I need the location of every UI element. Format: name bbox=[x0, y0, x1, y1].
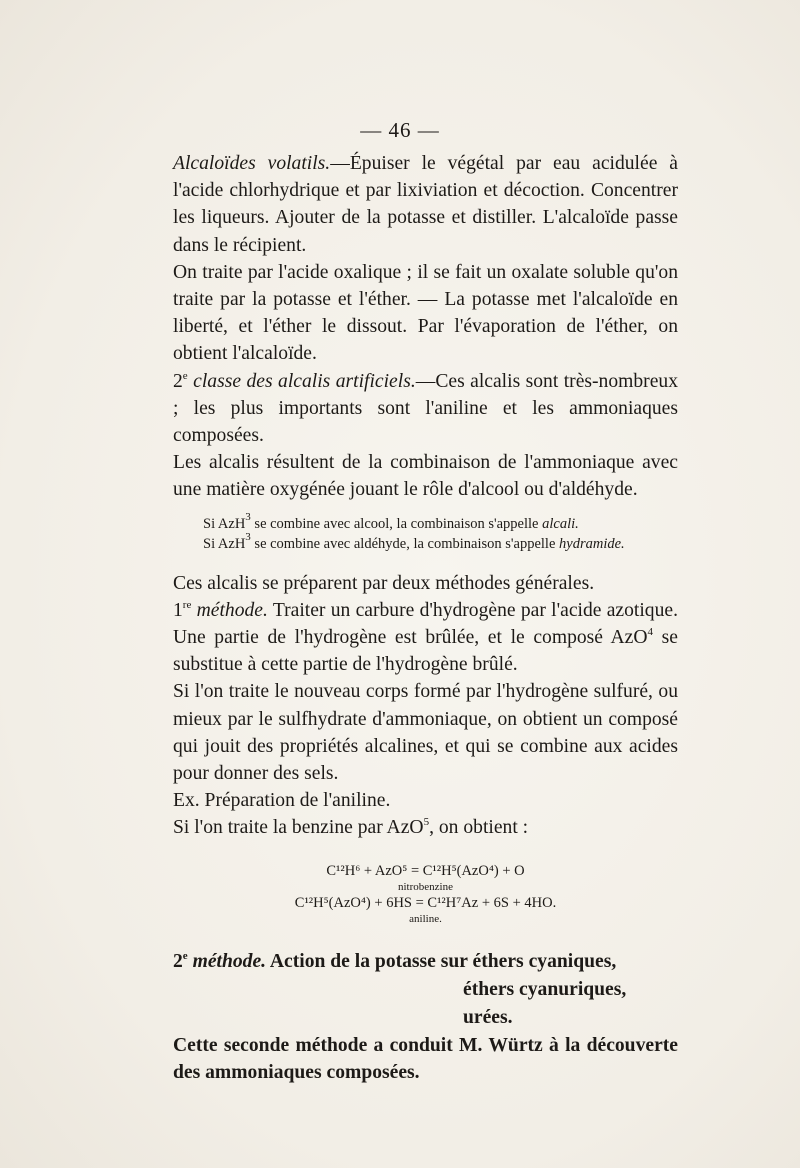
formula-sup: 5 bbox=[423, 816, 430, 829]
equation-aniline: C¹²H⁵(AzO⁴) + 6HS = C¹²H⁷Az + 6S + 4HO. bbox=[294, 894, 557, 911]
note-term: hydramide. bbox=[559, 535, 625, 552]
ordinal-number: 2 bbox=[173, 370, 183, 392]
ordinal-number: 1 bbox=[173, 599, 183, 621]
ordinal-suffix: re bbox=[182, 598, 192, 611]
section-title: classe des alcalis artificiels. bbox=[193, 370, 416, 392]
paragraph-conclusion bbox=[173, 1032, 678, 1086]
note-text: se combine avec alcool, la combinaison s'appelle bbox=[250, 515, 543, 532]
note-text: se combine avec aldéhyde, la combinaison s'appelle bbox=[250, 535, 560, 552]
paragraph-text: Ces alcalis se préparent par deux méthodes générales. bbox=[173, 572, 595, 594]
note-text: Si AzH bbox=[203, 515, 246, 532]
page-number: — 46 — bbox=[360, 118, 440, 142]
paragraph-text: Si l'on traite le nouveau corps formé par l'hydrogène sulfuré, ou mieux par le sulfhydrate d'ammoniaque, on obtient un composé qui jouit des propriétés alcalines, et qui se combine aux acides pour donner des sels. bbox=[173, 681, 678, 785]
paragraph-deux-methodes bbox=[173, 570, 678, 597]
section-title: méthode. bbox=[196, 599, 268, 621]
paragraph-hydrogene-sulfure bbox=[173, 678, 678, 787]
list-line: éthers cyanuriques, bbox=[463, 978, 627, 1000]
ordinal-suffix: e bbox=[182, 369, 188, 382]
note-text: Si AzH bbox=[203, 535, 246, 552]
paragraph-combinaison bbox=[173, 449, 678, 503]
paragraph-classe-alcalis bbox=[173, 368, 678, 450]
ordinal-number: 2 bbox=[173, 950, 183, 972]
section-title: méthode. bbox=[192, 950, 267, 972]
section-title: Alcaloïdes volatils. bbox=[173, 153, 331, 174]
equations-block bbox=[173, 862, 678, 926]
paragraph-seconde-methode bbox=[173, 948, 678, 1032]
note-sup: 3 bbox=[245, 510, 251, 523]
equation-label: aniline. bbox=[409, 912, 442, 925]
paragraph-text: —Ces alcalis sont très-nombreux ; les plus importants sont l'aniline et les ammoniaques composées. bbox=[173, 370, 678, 447]
note-sup: 3 bbox=[245, 530, 251, 543]
paragraph-text: Action de la potasse sur éthers cyaniques, bbox=[266, 950, 617, 972]
paragraph-text: —Épuiser le végétal par eau acidulée à l'acide chlorhydrique et par lixiviation et décoction. Concentrer les liqueurs. Ajouter de la potasse et distiller. L'alcaloïde passe dans le récipient. bbox=[173, 153, 678, 256]
paragraph-text: se substitue à cette partie de l'hydrogène brûlé. bbox=[173, 627, 678, 676]
document-body bbox=[173, 150, 678, 1086]
paragraph-text: Si l'on traite la benzine par AzO bbox=[173, 817, 424, 839]
note-alcali bbox=[173, 510, 678, 554]
equation-nitrobenzine: C¹²H⁶ + AzO⁵ = C¹²H⁵(AzO⁴) + O bbox=[326, 862, 525, 879]
formula-sup: 4 bbox=[647, 626, 654, 639]
paragraph-oxalique bbox=[173, 259, 678, 368]
paragraph-text: Traiter un carbure d'hydrogène par l'acide azotique. Une partie de l'hydrogène est brûlée, et le composé AzO bbox=[173, 599, 678, 649]
equation-label: nitrobenzine bbox=[398, 880, 453, 893]
list-line: urées. bbox=[463, 1006, 513, 1028]
ordinal-suffix: e bbox=[182, 949, 188, 962]
note-term: alcali. bbox=[542, 515, 579, 532]
paragraph-alcaloides-volatils bbox=[173, 150, 678, 259]
paragraph-premiere-methode bbox=[173, 597, 678, 679]
paragraph-text: , on obtient : bbox=[429, 817, 529, 839]
paragraph-text: Ex. Préparation de l'aniline. bbox=[173, 790, 391, 812]
paragraph-exemple bbox=[173, 787, 678, 814]
paragraph-text: Cette seconde méthode a conduit M. Würtz à la découverte des ammoniaques composées. bbox=[173, 1034, 678, 1083]
paragraph-text: On traite par l'acide oxalique ; il se fait un oxalate soluble qu'on traite par la potasse et l'éther. — La potasse met l'alcaloïde en liberté, et l'éther le dissout. Par l'évaporation de l'éther, on obtient l'alcaloïde. bbox=[173, 261, 678, 365]
paragraph-text: Les alcalis résultent de la combinaison de l'ammoniaque avec une matière oxygénée jouant le rôle d'alcool ou d'aldéhyde. bbox=[173, 452, 678, 501]
paragraph-benzine bbox=[173, 814, 678, 841]
